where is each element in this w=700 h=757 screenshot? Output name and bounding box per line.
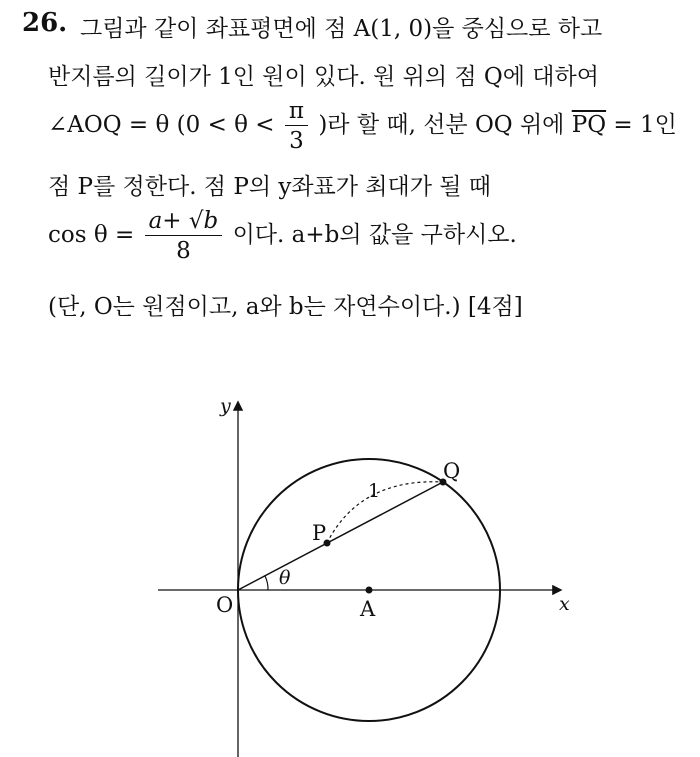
label-p: P — [312, 521, 327, 545]
problem-line-6: (단, O는 원점이고, a와 b는 자연수이다.) [4점] — [48, 294, 523, 320]
point-a — [366, 587, 373, 594]
label-a: A — [360, 597, 376, 621]
label-y: y — [220, 395, 231, 417]
angle-arc — [265, 576, 268, 590]
line5-end-text: 이다. a+b의 값을 구하시오. — [232, 222, 517, 248]
segment-pq: $\overline{PQ}$ — [571, 112, 607, 138]
label-o: O — [216, 593, 234, 617]
problem-line-4: 점 P를 정한다. 점 P의 y좌표가 최대가 될 때 — [48, 174, 492, 200]
problem-line-2: 반지름의 길이가 1인 원이 있다. 원 위의 점 Q에 대하여 — [48, 64, 599, 90]
problem-number: 26. — [22, 8, 68, 38]
label-one: 1 — [368, 480, 381, 502]
line3-middle-text: )라 할 때, 선분 OQ 위에 — [318, 112, 565, 138]
fraction-numerator: π — [285, 98, 308, 126]
fraction-denominator: 3 — [289, 128, 304, 154]
cos-theta-text: cos θ = — [48, 222, 135, 248]
problem-line-1: 그림과 같이 좌표평면에 점 A(1, 0)을 중심으로 하고 — [80, 16, 603, 42]
label-x: x — [559, 593, 570, 615]
fraction-denominator: 8 — [176, 238, 191, 264]
segment-oq — [238, 482, 443, 590]
line3-end-text: = 1인 — [613, 112, 677, 138]
label-q: Q — [443, 459, 461, 483]
label-theta: θ — [279, 567, 291, 589]
line3-angle-text: ∠AOQ = θ (0 < θ < — [48, 112, 275, 138]
fraction-numerator: a+ √b — [145, 208, 223, 236]
